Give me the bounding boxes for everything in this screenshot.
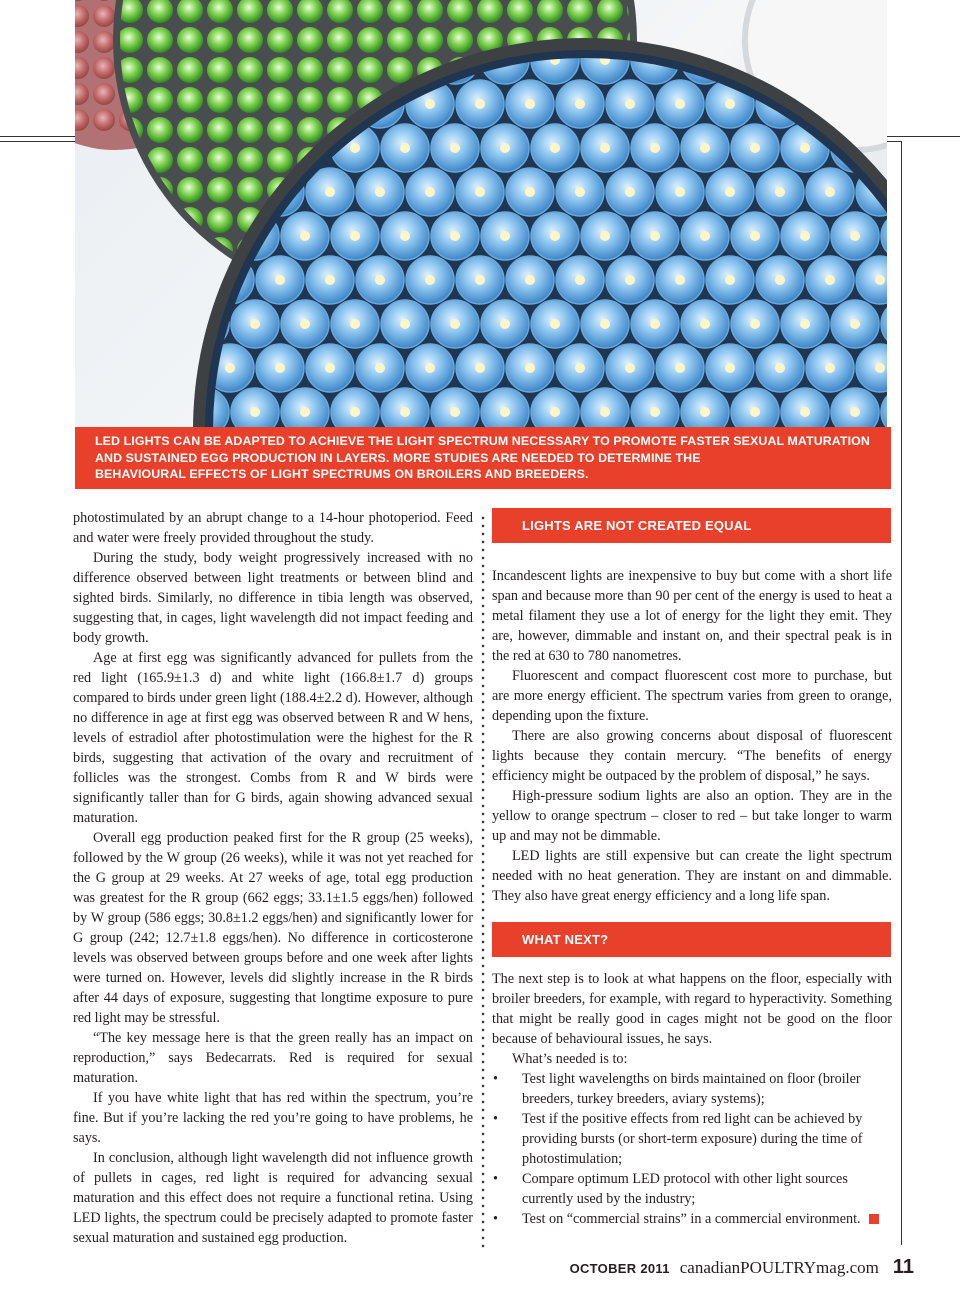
led-diode bbox=[850, 407, 860, 417]
caption-line: BEHAVIOURAL EFFECTS OF LIGHT SPECTRUMS ON BROILERS AND BREEDERS. bbox=[95, 467, 589, 481]
led-diode bbox=[550, 231, 560, 241]
led-diode bbox=[550, 143, 560, 153]
led-diode bbox=[825, 363, 835, 373]
led-diode bbox=[625, 275, 635, 285]
red-led bbox=[93, 31, 115, 53]
paragraph: High-pressure sodium lights are also an option. They are in the yellow to orange spectrum – closer to red – but take longer to warm up and may not be dimmable. bbox=[492, 788, 892, 844]
green-led bbox=[147, 87, 173, 113]
green-led bbox=[447, 27, 473, 53]
led-diode bbox=[650, 231, 660, 241]
led-diode bbox=[850, 319, 860, 329]
red-led bbox=[93, 109, 115, 131]
green-led bbox=[147, 57, 173, 83]
led-diode bbox=[750, 143, 760, 153]
led-diode bbox=[750, 319, 760, 329]
green-led bbox=[207, 177, 233, 203]
bullet-glyph: • bbox=[493, 1071, 498, 1087]
led-diode bbox=[575, 187, 585, 197]
led-diode bbox=[300, 231, 310, 241]
led-diode bbox=[275, 363, 285, 373]
green-led bbox=[267, 57, 293, 83]
paragraph: Age at first egg was significantly advanced for pullets from the red light (165.9±1.3 d) and white light (166.8±1.7 d) groups compared to birds under green light (188.4±2.2 d). However, although no difference in age at first egg was observed between R and W hens, levels of estradiol after photostimulation were the highest for the R birds, suggesting that activation of the ovary and recruitment of follicles was the strongest. Combs from R and W birds were significantly taller than for G birds, again showing advanced sexual maturation. bbox=[73, 650, 473, 826]
green-led bbox=[297, 87, 323, 113]
led-diode bbox=[650, 143, 660, 153]
page-footer bbox=[570, 1256, 914, 1279]
red-led bbox=[93, 57, 115, 79]
paragraph: If you have white light that has red within the spectrum, you’re fine. But if you’re lacking the red you’re going to have problems, he says. bbox=[73, 1090, 473, 1146]
led-diode bbox=[450, 407, 460, 417]
green-led bbox=[177, 237, 203, 263]
green-led bbox=[177, 267, 203, 293]
led-diode bbox=[600, 319, 610, 329]
led-diode bbox=[450, 143, 460, 153]
led-diode bbox=[500, 407, 510, 417]
led-diode bbox=[600, 407, 610, 417]
list-item-text: Test on “commercial strains” in a commercial environment. bbox=[522, 1211, 861, 1227]
led-diode bbox=[525, 363, 535, 373]
led-diode bbox=[675, 275, 685, 285]
green-led bbox=[147, 27, 173, 53]
green-led bbox=[297, 27, 323, 53]
led-diode bbox=[375, 275, 385, 285]
green-led bbox=[147, 237, 173, 263]
green-led bbox=[207, 117, 233, 143]
led-diode bbox=[350, 143, 360, 153]
led-lights-illustration bbox=[75, 0, 887, 430]
led-diode bbox=[725, 187, 735, 197]
green-led bbox=[297, 117, 323, 143]
led-diode bbox=[275, 275, 285, 285]
list-item-text: Compare optimum LED protocol with other light sources currently used by the industry; bbox=[522, 1171, 848, 1207]
led-diode bbox=[650, 319, 660, 329]
green-led bbox=[267, 117, 293, 143]
led-diode bbox=[675, 363, 685, 373]
led-diode bbox=[400, 319, 410, 329]
end-of-article-mark bbox=[869, 1214, 879, 1224]
green-led bbox=[297, 57, 323, 83]
green-led bbox=[177, 117, 203, 143]
bullet-glyph: • bbox=[493, 1211, 498, 1227]
section-heading: LIGHTS ARE NOT CREATED EQUAL bbox=[492, 508, 891, 543]
led-diode bbox=[700, 231, 710, 241]
led-diode bbox=[525, 275, 535, 285]
led-diode bbox=[575, 275, 585, 285]
led-diode bbox=[350, 407, 360, 417]
led-diode bbox=[475, 99, 485, 109]
frame-rule-vertical bbox=[901, 141, 902, 1245]
led-diode bbox=[475, 187, 485, 197]
green-led bbox=[207, 27, 233, 53]
led-diode bbox=[575, 99, 585, 109]
frame-rule-left-2 bbox=[0, 141, 78, 142]
green-led bbox=[387, 27, 413, 53]
led-diode bbox=[700, 319, 710, 329]
list-item-text: Test if the positive effects from red light can be achieved by providing bursts (or short-term exposure) during the time of photostimulation; bbox=[522, 1111, 863, 1167]
led-diode bbox=[775, 187, 785, 197]
led-diode bbox=[650, 407, 660, 417]
led-diode bbox=[400, 407, 410, 417]
led-diode bbox=[450, 231, 460, 241]
paragraph: Overall egg production peaked first for the R group (25 weeks), followed by the W group (26 weeks), while it was not yet reached for the G group at 29 weeks. At 27 weeks of age, total egg production was greatest for the R group (662 eggs; 33.1±1.5 eggs/hen) followed by W group (586 eggs; 30.8±1.2 eggs/hen) and significantly lower for G group (242; 12.7±1.8 eggs/hen). No difference in corticosterone levels was observed between groups before and one week after lights were turned on. However, levels did slightly increase in the R birds after 44 days of exposure, suggesting that longtime exposure to pure red light may be stressful. bbox=[73, 830, 473, 1026]
led-diode bbox=[475, 363, 485, 373]
list-item-text: Test light wavelengths on birds maintained on floor (broiler breeders, turkey breeders, aviary systems); bbox=[522, 1071, 861, 1107]
bullet-glyph: • bbox=[493, 1111, 498, 1127]
green-led bbox=[267, 147, 293, 173]
led-diode bbox=[500, 319, 510, 329]
green-led bbox=[357, 27, 383, 53]
led-diode bbox=[450, 319, 460, 329]
led-diode bbox=[400, 143, 410, 153]
bullet-list bbox=[492, 1069, 892, 1229]
column-divider bbox=[481, 514, 485, 1252]
led-diode bbox=[475, 275, 485, 285]
magazine-site: canadianPOULTRYmag.com bbox=[679, 1258, 879, 1277]
green-led bbox=[177, 27, 203, 53]
led-diode bbox=[875, 363, 885, 373]
led-diode bbox=[250, 407, 260, 417]
led-diode bbox=[800, 231, 810, 241]
green-led bbox=[117, 177, 143, 203]
paragraph: During the study, body weight progressively increased with no difference observed between light treatments or between blind and sighted birds. Similarly, no difference in tibia length was observed, suggesting that, in cages, light wavelength did not impact feeding and body growth. bbox=[73, 550, 473, 646]
green-led bbox=[357, 57, 383, 83]
led-diode bbox=[750, 407, 760, 417]
green-led bbox=[207, 87, 233, 113]
led-diode bbox=[500, 143, 510, 153]
led-diode bbox=[800, 319, 810, 329]
led-diode bbox=[500, 231, 510, 241]
green-led bbox=[237, 177, 263, 203]
paragraph: LED lights are still expensive but can create the light spectrum needed with no heat generation. They are instant on and dimmable. They also have great energy efficiency and a long life span. bbox=[492, 848, 892, 904]
led-diode bbox=[625, 363, 635, 373]
green-led bbox=[177, 147, 203, 173]
red-led bbox=[93, 83, 115, 105]
green-led bbox=[147, 117, 173, 143]
issue-date: OCTOBER 2011 bbox=[569, 1261, 670, 1276]
led-diode bbox=[325, 187, 335, 197]
green-led bbox=[207, 207, 233, 233]
list-item bbox=[492, 1109, 892, 1169]
article-column-right bbox=[492, 508, 892, 1229]
led-diode bbox=[400, 231, 410, 241]
led-diode bbox=[600, 143, 610, 153]
green-led bbox=[267, 87, 293, 113]
paragraph: “The key message here is that the green really has an impact on reproduction,” says Bedecarrats. Red is required for sexual maturation. bbox=[73, 1030, 473, 1086]
frame-rule-right bbox=[886, 136, 960, 137]
led-diode bbox=[300, 319, 310, 329]
green-led bbox=[327, 87, 353, 113]
led-diode bbox=[750, 231, 760, 241]
led-diode bbox=[775, 275, 785, 285]
green-led bbox=[117, 237, 143, 263]
photo-caption bbox=[75, 427, 891, 489]
green-led bbox=[267, 27, 293, 53]
led-diode bbox=[725, 99, 735, 109]
paragraph: What’s needed is to: bbox=[512, 1051, 628, 1067]
led-diode bbox=[600, 231, 610, 241]
led-diode bbox=[375, 187, 385, 197]
green-led bbox=[177, 87, 203, 113]
led-diode bbox=[675, 187, 685, 197]
paragraph: photostimulated by an abrupt change to a 14-hour photoperiod. Feed and water were freely provided throughout the study. bbox=[73, 510, 473, 546]
led-diode bbox=[875, 275, 885, 285]
green-led bbox=[327, 27, 353, 53]
green-led bbox=[117, 27, 143, 53]
led-diode bbox=[850, 231, 860, 241]
paragraph: In conclusion, although light wavelength did not influence growth of pullets in cages, red light is required for advancing sexual maturation and this effect does not require a functional retina. Using LED lights, the spectrum could be precisely adapted to promote faster sexual maturation and sustained egg production. bbox=[73, 1150, 473, 1246]
green-led bbox=[207, 57, 233, 83]
led-diode bbox=[250, 319, 260, 329]
green-led bbox=[177, 57, 203, 83]
green-led bbox=[327, 57, 353, 83]
led-diode bbox=[625, 99, 635, 109]
red-led bbox=[93, 5, 115, 27]
paragraph: Fluorescent and compact fluorescent cost more to purchase, but are more energy efficient. The spectrum varies from green to orange, depending upon the fixture. bbox=[492, 668, 892, 724]
led-diode bbox=[425, 363, 435, 373]
led-diode bbox=[525, 99, 535, 109]
green-led bbox=[387, 57, 413, 83]
green-led bbox=[117, 267, 143, 293]
list-item bbox=[492, 1209, 892, 1229]
list-item bbox=[492, 1169, 892, 1209]
paragraph: Incandescent lights are inexpensive to buy but come with a short life span and because more than 90 per cent of the energy is used to heat a metal filament they use a lot of energy for the light they emit. They are, however, dimmable and instant on, and their spectral peak is in the red at 630 to 780 nanometres. bbox=[492, 568, 892, 664]
led-diode bbox=[550, 407, 560, 417]
green-led bbox=[207, 147, 233, 173]
article-column-left bbox=[73, 508, 473, 1248]
led-diode bbox=[225, 363, 235, 373]
led-diode bbox=[375, 363, 385, 373]
led-diode bbox=[675, 99, 685, 109]
green-led bbox=[237, 117, 263, 143]
bullet-glyph: • bbox=[493, 1171, 498, 1187]
led-diode bbox=[350, 231, 360, 241]
led-diode bbox=[525, 187, 535, 197]
led-diode bbox=[425, 275, 435, 285]
section-heading: WHAT NEXT? bbox=[492, 922, 891, 957]
green-led bbox=[237, 57, 263, 83]
led-diode bbox=[700, 407, 710, 417]
led-diode bbox=[325, 275, 335, 285]
led-diode bbox=[325, 363, 335, 373]
caption-line: AND SUSTAINED EGG PRODUCTION IN LAYERS. MORE STUDIES ARE NEEDED TO DETERMINE THE bbox=[95, 450, 701, 465]
green-led bbox=[417, 27, 443, 53]
green-led bbox=[237, 87, 263, 113]
list-item bbox=[492, 1069, 892, 1109]
led-diode bbox=[425, 187, 435, 197]
led-diode bbox=[825, 275, 835, 285]
led-diode bbox=[350, 319, 360, 329]
caption-line: LED LIGHTS CAN BE ADAPTED TO ACHIEVE THE LIGHT SPECTRUM NECESSARY TO PROMOTE FASTER SEXUAL MATURATION bbox=[95, 434, 870, 448]
paragraph: There are also growing concerns about disposal of fluorescent lights because they contain mercury. “The benefits of energy efficiency might be outpaced by the problem of disposal,” he says. bbox=[492, 728, 892, 784]
led-diode bbox=[775, 363, 785, 373]
frame-rule-right-2 bbox=[886, 141, 901, 142]
paragraph: The next step is to look at what happens on the floor, especially with broiler breeders, for example, with regard to hyperactivity. Something that might be really good in cages might not be good on the floor because of behavioural issues, he says. bbox=[492, 971, 892, 1047]
led-diode bbox=[725, 363, 735, 373]
green-led bbox=[147, 207, 173, 233]
led-diode bbox=[800, 407, 810, 417]
green-led bbox=[237, 27, 263, 53]
green-led bbox=[177, 177, 203, 203]
led-diode bbox=[800, 143, 810, 153]
green-led bbox=[147, 267, 173, 293]
led-diode bbox=[300, 407, 310, 417]
green-led bbox=[237, 147, 263, 173]
page-number: 11 bbox=[892, 1256, 914, 1278]
led-diode bbox=[550, 319, 560, 329]
frame-rule-left bbox=[0, 136, 78, 137]
led-diode bbox=[700, 143, 710, 153]
led-diode bbox=[825, 187, 835, 197]
led-diode bbox=[575, 363, 585, 373]
led-diode bbox=[425, 99, 435, 109]
green-led bbox=[117, 207, 143, 233]
led-lights-photo bbox=[75, 0, 887, 430]
led-diode bbox=[625, 187, 635, 197]
led-diode bbox=[725, 275, 735, 285]
